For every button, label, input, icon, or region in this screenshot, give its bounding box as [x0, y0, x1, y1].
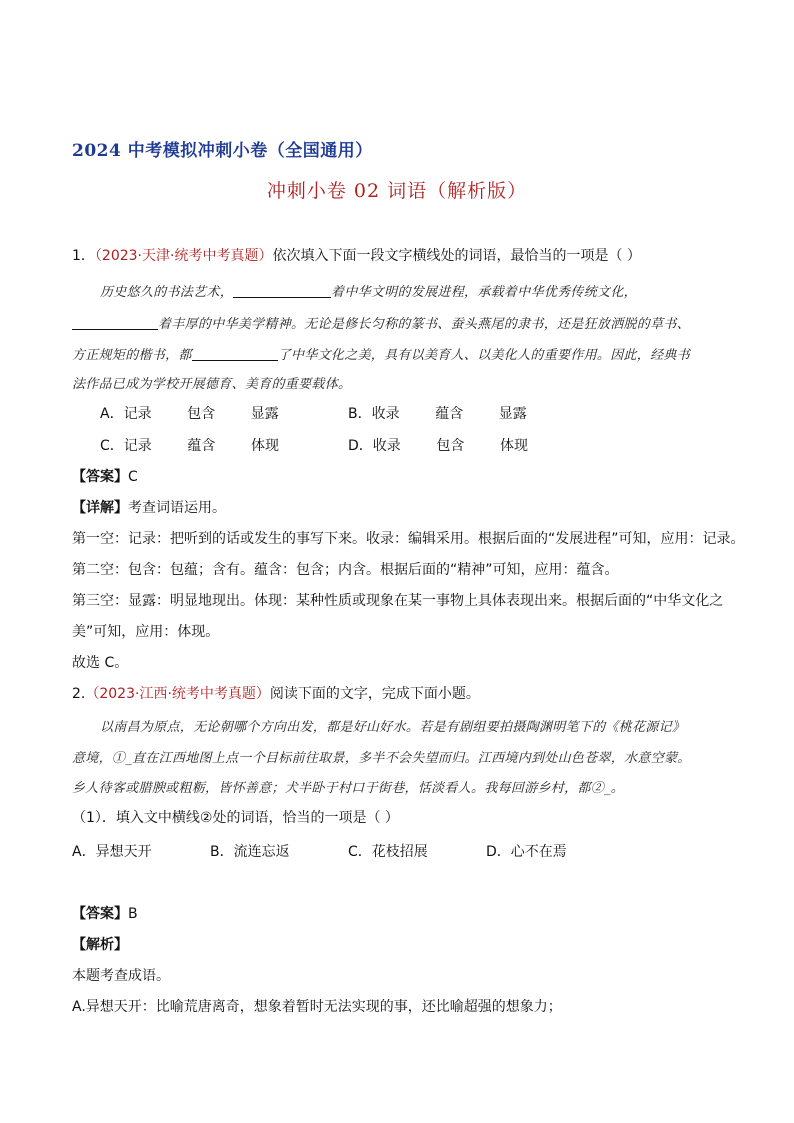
passage-text: 着丰厚的中华美学精神。无论是修长匀称的篆书、蚕头燕尾的隶书，还是狂放洒脱的草书、: [158, 317, 691, 332]
passage-text: 历史悠久的书法艺术，: [100, 285, 234, 300]
option-d: D．心不在焉: [486, 844, 567, 860]
answer-line: [72, 467, 138, 487]
question-number: 2.: [72, 686, 86, 702]
answer-line: [72, 904, 138, 924]
question-source: （2023·天津·统考中考真题）: [94, 248, 273, 264]
answer-value: C: [128, 469, 138, 485]
passage-line: 乡人待客或腊腴或粗粝，皆怀善意；犬半卧于村口于街巷，恬淡看人。我每回游乡村，都②_。: [72, 781, 625, 796]
option-a: A．记录 包含 显露: [100, 406, 279, 422]
fill-blank: [72, 315, 158, 330]
option-b: B．流连忘返: [210, 844, 290, 860]
option-d: D．收录 包含 体现: [348, 438, 528, 454]
question-number: 1．: [72, 248, 95, 264]
passage-line: 意境，①_直在江西地图上点一个目标前往取景，多半不会失望而归。江西境内到处山色苍翠，水意空蒙。: [72, 751, 691, 766]
conclusion-line: 故选 C。: [72, 655, 129, 671]
passage-line: [100, 281, 637, 300]
answer-label: 【答案】: [72, 469, 128, 485]
sub-question: （1）．填入文中横线②处的词语，恰当的一项是（ ）: [72, 810, 399, 826]
question-text: 阅读下面的文字，完成下面小题。: [269, 686, 480, 702]
analysis-label: 【解析】: [72, 937, 128, 953]
answer-value: B: [128, 906, 138, 922]
fill-blank: [233, 283, 331, 298]
explanation-line: 第一空：记录：把听到的话或发生的事写下来。收录：编辑采用。根据后面的“发展进程”可知，应用：记录。: [72, 531, 745, 547]
option-c: C．花枝招展: [348, 844, 428, 860]
option-a: A．异想天开: [72, 844, 152, 860]
passage-text: 方正规矩的楷书，都: [72, 348, 192, 363]
explanation-line: A.异想天开：比喻荒唐离奇，想象着暂时无法实现的事，还比喻超强的想象力；: [72, 999, 562, 1015]
passage-line: [72, 313, 690, 332]
passage-line: 法作品已成为学校开展德育、美育的重要载体。: [72, 377, 352, 392]
question-2-stem: [72, 684, 480, 704]
passage-line: 以南昌为原点，无论朝哪个方向出发，都是好山好水。若是有剧组要拍摄陶渊明笔下的《桃花源记》: [100, 720, 686, 735]
explanation-line: 美”可知，应用：体现。: [72, 624, 220, 640]
detail-label: 【详解】: [72, 500, 128, 516]
question-1-stem: [72, 246, 641, 266]
series-title: 2024 中考模拟冲刺小卷（全国通用）: [72, 141, 373, 161]
detail-line: [72, 498, 226, 518]
fill-blank: [192, 346, 278, 361]
explanation-line: 第三空：显露：明显地现出。体现：某种性质或现象在某一事物上具体表现出来。根据后面的“中华文化之: [72, 593, 724, 609]
passage-text: 了中华文化之美，具有以美育人、以美化人的重要作用。因此，经典书: [277, 348, 691, 363]
detail-intro: 考查词语运用。: [128, 500, 226, 516]
analysis-intro: 本题考查成语。: [72, 968, 170, 984]
passage-text: 着中华文明的发展进程，承载着中华优秀传统文化，: [331, 285, 637, 300]
question-source: （2023·江西·统考中考真题）: [85, 686, 270, 702]
answer-label: 【答案】: [72, 906, 128, 922]
option-c: C．记录 蕴含 体现: [100, 438, 279, 454]
question-text: 依次填入下面一段文字横线处的词语，最恰当的一项是（ ）: [272, 248, 641, 264]
option-b: B．收录 蕴含 显露: [348, 406, 527, 422]
passage-line: [72, 344, 690, 363]
explanation-line: 第二空：包含：包蕴；含有。蕴含：包含；内含。根据后面的“精神”可知，应用：蕴含。: [72, 562, 619, 578]
page-title: 冲刺小卷 02 词语（解析版）: [266, 180, 528, 202]
